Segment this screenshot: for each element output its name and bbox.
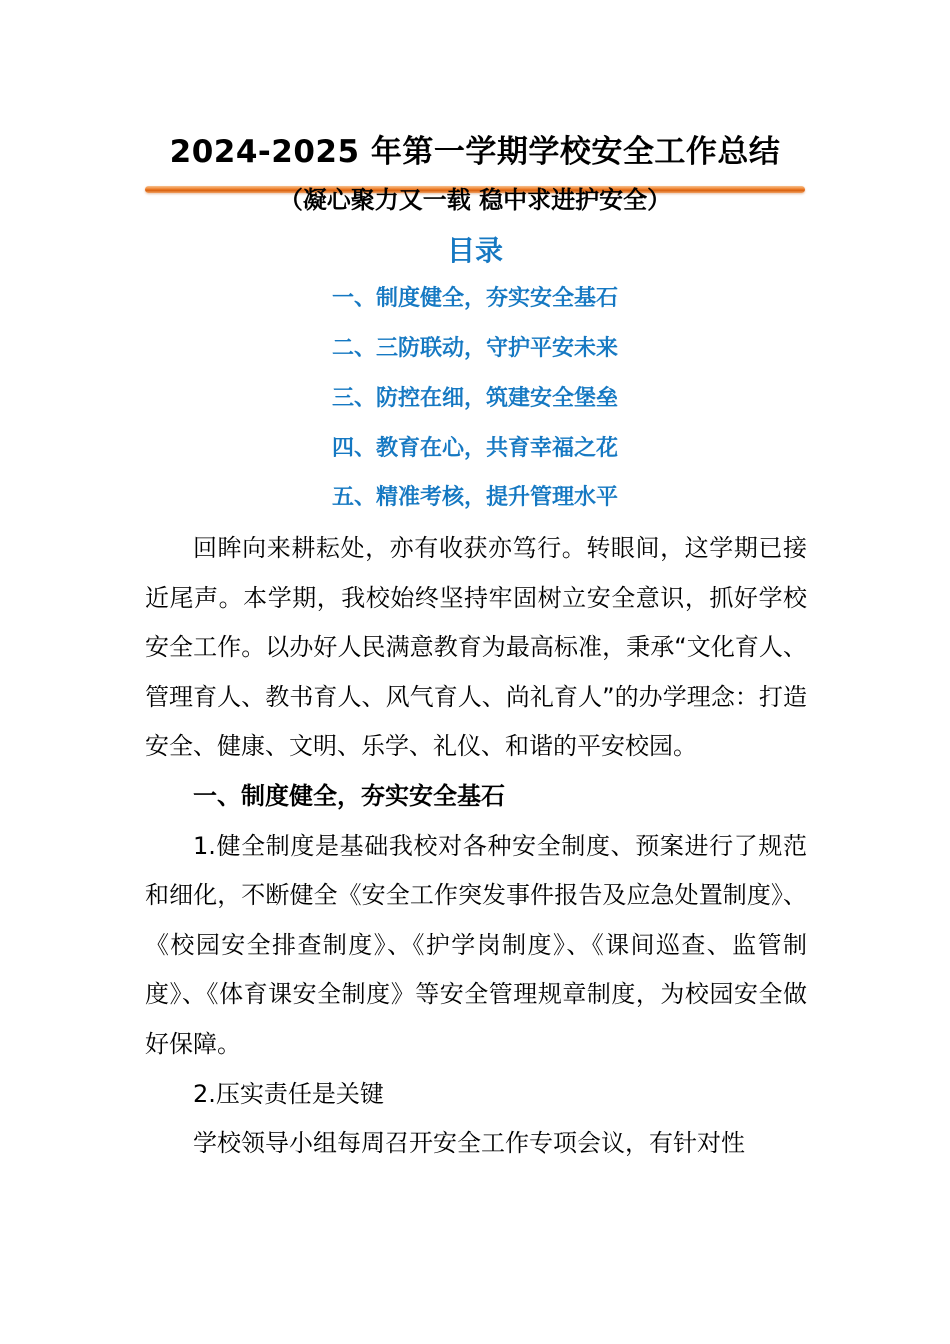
- body-paragraph: 学校领导小组每周召开安全工作专项会议，有针对性: [193, 1129, 745, 1158]
- body-paragraph: 2.压实责任是关键: [193, 1079, 384, 1108]
- toc-item[interactable]: 二、三防联动，守护平安未来: [331, 336, 618, 361]
- document-title: 2024-2025 年第一学期学校安全工作总结: [169, 134, 781, 170]
- toc-item[interactable]: 五、精准考核，提升管理水平: [331, 485, 618, 510]
- toc-heading: 目录: [446, 234, 503, 267]
- toc-item[interactable]: 三、防控在细，筑建安全堡垒: [331, 386, 618, 411]
- section-heading: 一、制度健全，夯实安全基石: [193, 781, 505, 810]
- document-subtitle: （凝心聚力又一载 稳中求进护安全）: [278, 186, 672, 214]
- toc-item[interactable]: 四、教育在心，共育幸福之花: [331, 436, 618, 461]
- body-paragraph: 1.健全制度是基础我校对各种安全制度、预案进行了规范和细化，不断健全《安全工作突发事件报告及应急处置制度》、《校园安全排查制度》、《护学岗制度》、《课间巡查、监管制度》、《体育课安全制度》等安全管理规章制度，为校园安全做好保障。: [145, 831, 807, 1058]
- document-body: [145, 524, 807, 1169]
- toc-item[interactable]: 一、制度健全，夯实安全基石: [331, 286, 618, 311]
- intro-paragraph: 回眸向来耕耘处，亦有收获亦笃行。转眼间，这学期已接近尾声。本学期，我校始终坚持牢固树立安全意识，抓好学校安全工作。以办好人民满意教育为最高标准，秉承“文化育人、管理育人、教书育人、风气育人、尚礼育人”的办学理念：打造安全、健康、文明、乐学、礼仪、和谐的平安校园。: [145, 534, 807, 761]
